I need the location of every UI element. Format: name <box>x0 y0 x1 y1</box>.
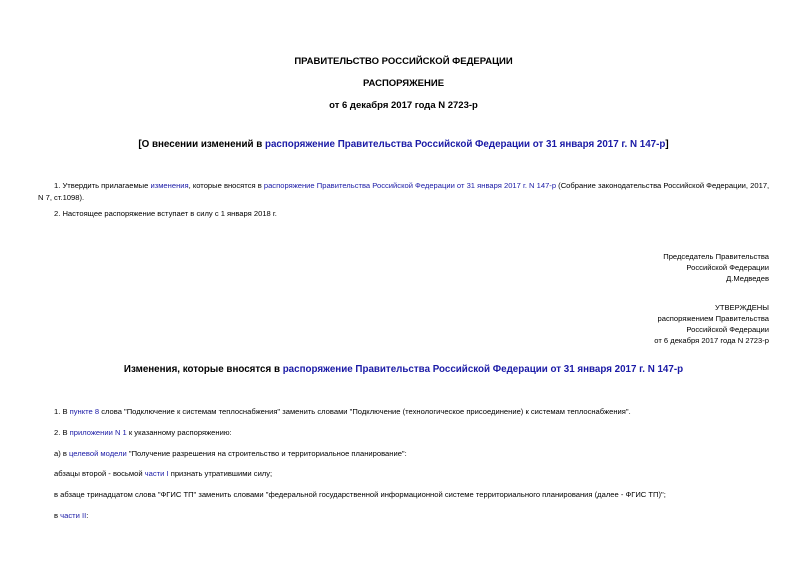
signature-position: Председатель Правительства <box>663 252 769 261</box>
title-suffix: ] <box>665 139 669 150</box>
item-6 <box>54 511 88 520</box>
item-2-text-a: 2. В <box>54 428 70 437</box>
item-4-text-b: признать утратившими силу; <box>168 469 273 478</box>
link-changes[interactable]: изменения <box>150 181 189 190</box>
changes-title-prefix: Изменения, которые вносятся в <box>123 364 283 375</box>
signature-name: Д.Медведев <box>726 274 769 283</box>
link-point-8[interactable]: пункте 8 <box>69 407 100 416</box>
title-link[interactable]: распоряжение Правительства Российской Федерации от 31 января 2017 г. N 147-р <box>264 139 666 150</box>
approved-org: Российской Федерации <box>686 325 769 334</box>
approved-date: от 6 декабря 2017 года N 2723-р <box>654 336 769 345</box>
item-2 <box>54 428 232 437</box>
approved-label: УТВЕРЖДЕНЫ <box>715 303 769 312</box>
para1-text-c: (Собрание законодательства Российской Федерации, 2017, N 7, ст.1098). <box>38 181 770 202</box>
link-part-2[interactable]: части II <box>60 511 87 520</box>
link-appendix-1[interactable]: приложении N 1 <box>69 428 127 437</box>
paragraph-1 <box>38 180 770 203</box>
item-4 <box>54 469 272 478</box>
approved-by: распоряжением Правительства <box>657 314 769 323</box>
item-3-text-b: "Получение разрешения на строительство и территориальное планирование": <box>126 449 407 458</box>
item-1-text-a: 1. В <box>54 407 70 416</box>
title-prefix: [О внесении изменений в <box>138 139 265 150</box>
document-title <box>0 139 807 150</box>
link-order-147[interactable]: распоряжение Правительства Российской Федерации от 31 января 2017 г. N 147-р <box>263 181 557 190</box>
para1-text-b: , которые вносятся в <box>188 181 264 190</box>
header-date: от 6 декабря 2017 года N 2723-р <box>329 100 478 111</box>
item-6-text-a: в <box>54 511 61 520</box>
link-target-model[interactable]: целевой модели <box>69 449 127 458</box>
changes-title <box>0 364 807 375</box>
item-5: в абзаце тринадцатом слова "ФГИС ТП" заменить словами "федеральной государственной информационной системе территориального планирования (далее - ФГИС ТП)"; <box>54 490 666 499</box>
link-part-1[interactable]: части I <box>144 469 169 478</box>
item-6-text-b: : <box>86 511 89 520</box>
signature-org: Российской Федерации <box>686 263 769 272</box>
item-3-text-a: а) в <box>54 449 70 458</box>
header-doctype: РАСПОРЯЖЕНИЕ <box>362 78 445 89</box>
changes-title-link[interactable]: распоряжение Правительства Российской Федерации от 31 января 2017 г. N 147-р <box>282 364 684 375</box>
para1-text-a: 1. Утвердить прилагаемые <box>54 181 151 190</box>
item-4-text-a: абзацы второй - восьмой <box>54 469 145 478</box>
paragraph-2: 2. Настоящее распоряжение вступает в силу с 1 января 2018 г. <box>54 209 277 218</box>
item-1 <box>54 407 631 416</box>
item-2-text-b: к указанному распоряжению: <box>126 428 232 437</box>
header-org: ПРАВИТЕЛЬСТВО РОССИЙСКОЙ ФЕДЕРАЦИИ <box>294 56 513 67</box>
item-3 <box>54 449 407 458</box>
item-1-text-b: слова "Подключение к системам теплоснабжения" заменить словами "Подключение (технологическое присоединение) к системам теплоснабжения". <box>99 407 631 416</box>
